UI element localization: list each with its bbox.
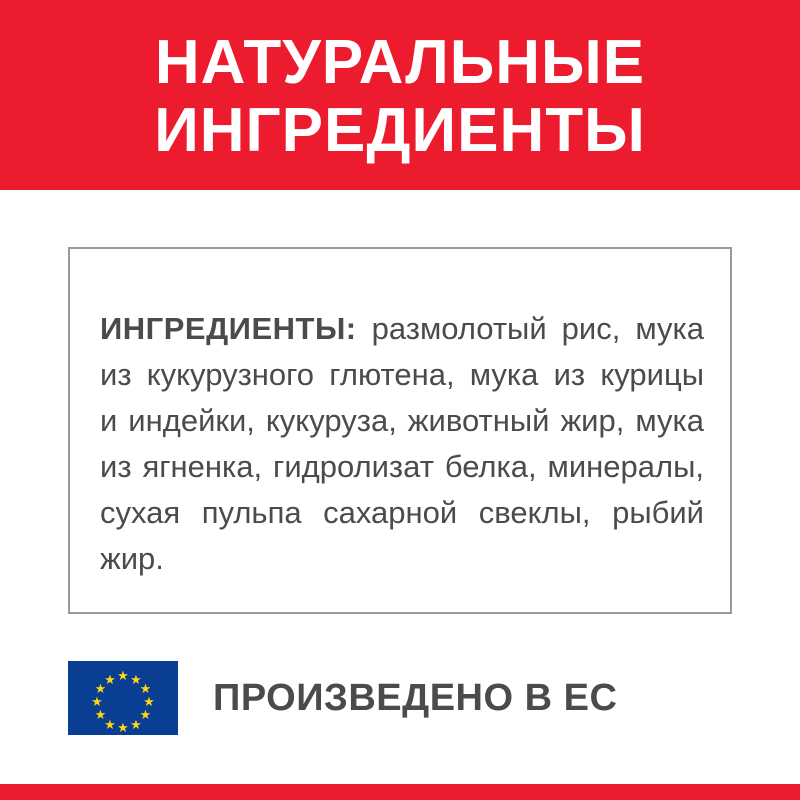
ingredients-label: ИНГРЕДИЕНТЫ: (100, 311, 357, 346)
origin-footer (68, 648, 738, 748)
eu-flag-star: ★ (143, 694, 155, 709)
headline-banner (0, 0, 800, 190)
ingredients-paragraph (100, 306, 704, 582)
origin-text: ПРОИЗВЕДЕНО В ЕС (213, 677, 618, 719)
ingredients-box (68, 247, 732, 614)
eu-flag-star: ★ (130, 671, 142, 687)
eu-flag-star: ★ (94, 681, 107, 696)
ingredients-list: размолотый рис, мука из кукурузного глютена, мука из курицы и индейки, кукуруза, животный жир, мука из ягненка, гидролизат белка, минералы, сухая пульпа сахарной свеклы, рыбий жир. (100, 311, 704, 576)
eu-flag-star: ★ (117, 720, 129, 735)
eu-flag-star: ★ (117, 668, 129, 683)
headline-line-1: НАТУРАЛЬНЫЕ (154, 28, 646, 97)
headline-line-2: ИНГРЕДИЕНТЫ (154, 96, 646, 165)
bottom-accent-strip (0, 784, 800, 800)
eu-flag-star: ★ (139, 681, 152, 696)
eu-flag-star: ★ (104, 671, 116, 687)
eu-flag-star: ★ (104, 716, 116, 732)
eu-flag-star: ★ (130, 716, 142, 732)
eu-flag-star: ★ (91, 694, 103, 709)
eu-flag-icon (68, 661, 178, 735)
eu-flag-star: ★ (94, 707, 107, 722)
eu-flag-star: ★ (139, 707, 152, 722)
